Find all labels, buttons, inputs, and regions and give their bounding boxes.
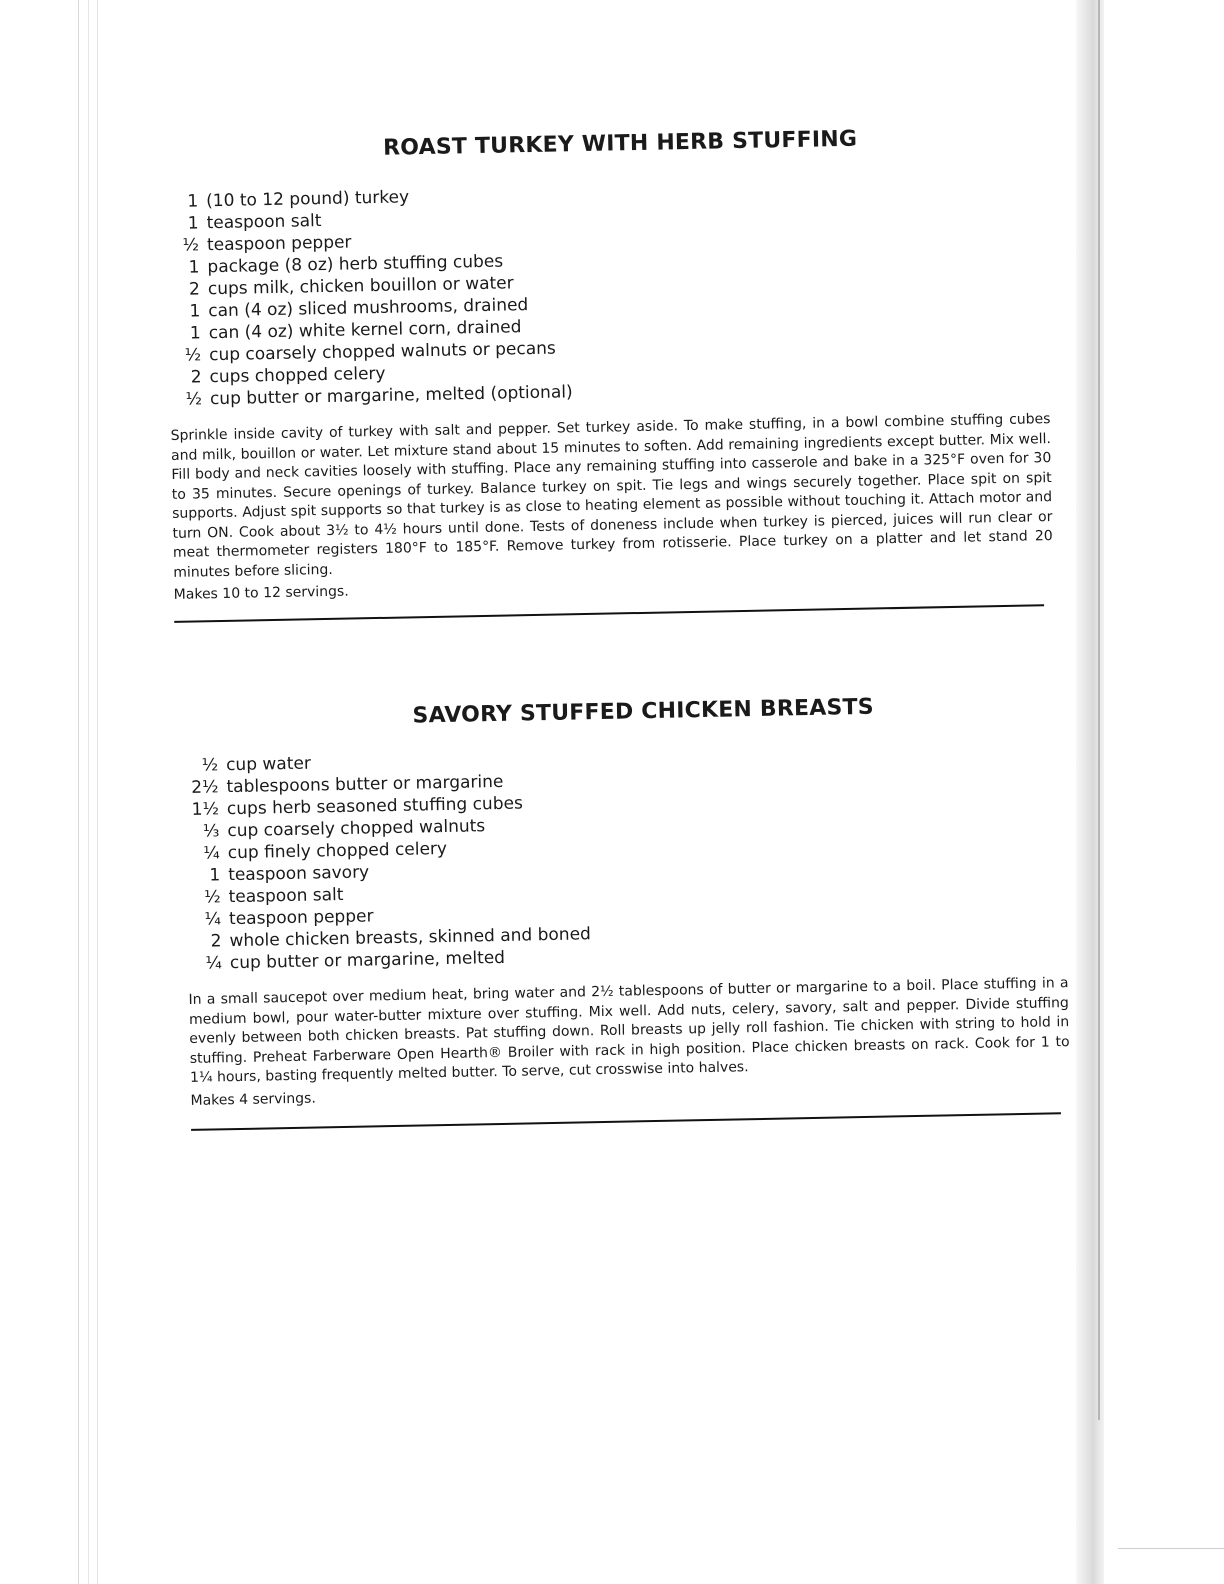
ingredient-text: cup water <box>225 753 312 776</box>
ingredient-text: cups herb seasoned stuffing cubes <box>226 793 524 820</box>
ingredient-text: teaspoon pepper <box>206 232 352 256</box>
recipe-roast-turkey <box>165 123 1054 623</box>
ingredient-qty: ¼ <box>203 843 220 864</box>
ingredient-text: cup coarsely chopped walnuts or pecans <box>208 338 556 366</box>
ingredient-qty: ½ <box>182 235 200 256</box>
ingredient-qty: 1 <box>187 213 199 234</box>
recipe-yield: Makes 4 servings. <box>190 1090 316 1109</box>
ingredient-qty: 1 <box>188 257 200 278</box>
ingredient-qty: ½ <box>185 389 203 410</box>
ingredient-qty: ½ <box>203 887 221 908</box>
ingredient-qty: 2 <box>188 279 201 300</box>
ingredient-text: cup finely chopped celery <box>227 838 448 864</box>
recipe-title: SAVORY STUFFED CHICKEN BREASTS <box>412 694 874 729</box>
ingredient-text: can (4 oz) sliced mushrooms, drained <box>208 295 529 322</box>
recipe-yield: Makes 10 to 12 servings. <box>173 583 349 603</box>
ingredient-qty: ½ <box>201 755 219 776</box>
ingredient-text: cup butter or margarine, melted (optional) <box>209 382 573 410</box>
ingredient-text: can (4 oz) white kernel corn, drained <box>208 317 522 344</box>
ingredient-qty: ¼ <box>204 909 222 930</box>
ingredient-text: teaspoon pepper <box>228 906 374 930</box>
ingredient-text: teaspoon salt <box>228 884 344 908</box>
ingredient-qty: 1 <box>189 301 201 322</box>
ingredient-list <box>184 738 1068 975</box>
ingredient-qty: ¼ <box>205 953 223 974</box>
ingredient-text: cup butter or margarine, melted <box>229 947 506 974</box>
ingredient-qty: 2½ <box>191 777 219 798</box>
ingredient-text: cups milk, chicken bouillon or water <box>207 273 514 300</box>
ingredient-text: cup coarsely chopped walnuts <box>227 816 486 842</box>
ingredient-list <box>166 174 1050 411</box>
ingredient-qty: 2 <box>210 931 222 952</box>
ingredient-qty: 1½ <box>191 799 220 820</box>
ingredient-text: cups chopped celery <box>209 363 386 388</box>
ingredient-text: (10 to 12 pound) turkey <box>205 187 410 212</box>
ingredient-text: package (8 oz) herb stuffing cubes <box>207 251 504 278</box>
ingredient-text: tablespoons butter or margarine <box>226 771 504 798</box>
ingredient-text: teaspoon savory <box>228 862 370 886</box>
recipe-directions: Sprinkle inside cavity of turkey with salt and pepper. Set turkey aside. To make stuffing, in a bowl combine stuffing cubes and milk, bouillon or water. Let mixture stand about 15 minutes to soften. Add remaining ingredients except butter. Mix well. Fill body and neck cavities loosely with stuffing. Place any remaining stuffing into casserole and bake in a 325°F oven for 30 to 35 minutes. Secure openings of turkey. Balance turkey on spit. Tie legs and wings securely together. Place spit on spit supports. Adjust spit supports so that turkey is as close to heating element as possible without touching it. Attach motor and turn ON. Cook about 3½ to 4½ hours until done. Tests of doneness include when turkey is pierced, juices will run clear or meat thermometer registers 180°F to 185°F. Remove turkey from rotisserie. Place turkey on a platter and let stand 20 minutes before slicing. <box>170 411 1053 581</box>
ingredient-text: whole chicken breasts, skinned and boned <box>229 924 592 952</box>
recipe-title: ROAST TURKEY WITH HERB STUFFING <box>382 126 858 161</box>
ingredient-qty: 1 <box>209 865 221 886</box>
ingredient-qty: ⅓ <box>202 821 220 842</box>
ingredient-qty: 1 <box>187 191 199 212</box>
ingredient-qty: ½ <box>184 345 202 366</box>
ingredient-qty: 2 <box>190 367 202 388</box>
recipe-savory-chicken <box>183 691 1071 1130</box>
section-divider <box>191 1112 1061 1131</box>
recipe-directions: In a small saucepot over medium heat, bring water and 2½ tablespoons of butter or margarine to a boil. Place stuffing in a medium bowl, pour water-butter mixture over stuffing. Mix well. Add nuts, celery, savory, salt and pepper. Divide stuffing evenly between both chicken breasts. Pat stuffing down. Roll breasts up jelly roll fashion. Tie chicken with string to hold in stuffing. Preheat Farberware Open Hearth® Broiler with rack in high position. Place chicken breasts on rack. Cook for 1 to 1¼ hours, basting frequently melted butter. To serve, cut crosswise into halves. <box>188 975 1070 1086</box>
section-divider <box>174 604 1044 623</box>
ingredient-qty: 1 <box>189 323 201 344</box>
ingredient-text: teaspoon salt <box>206 211 322 234</box>
